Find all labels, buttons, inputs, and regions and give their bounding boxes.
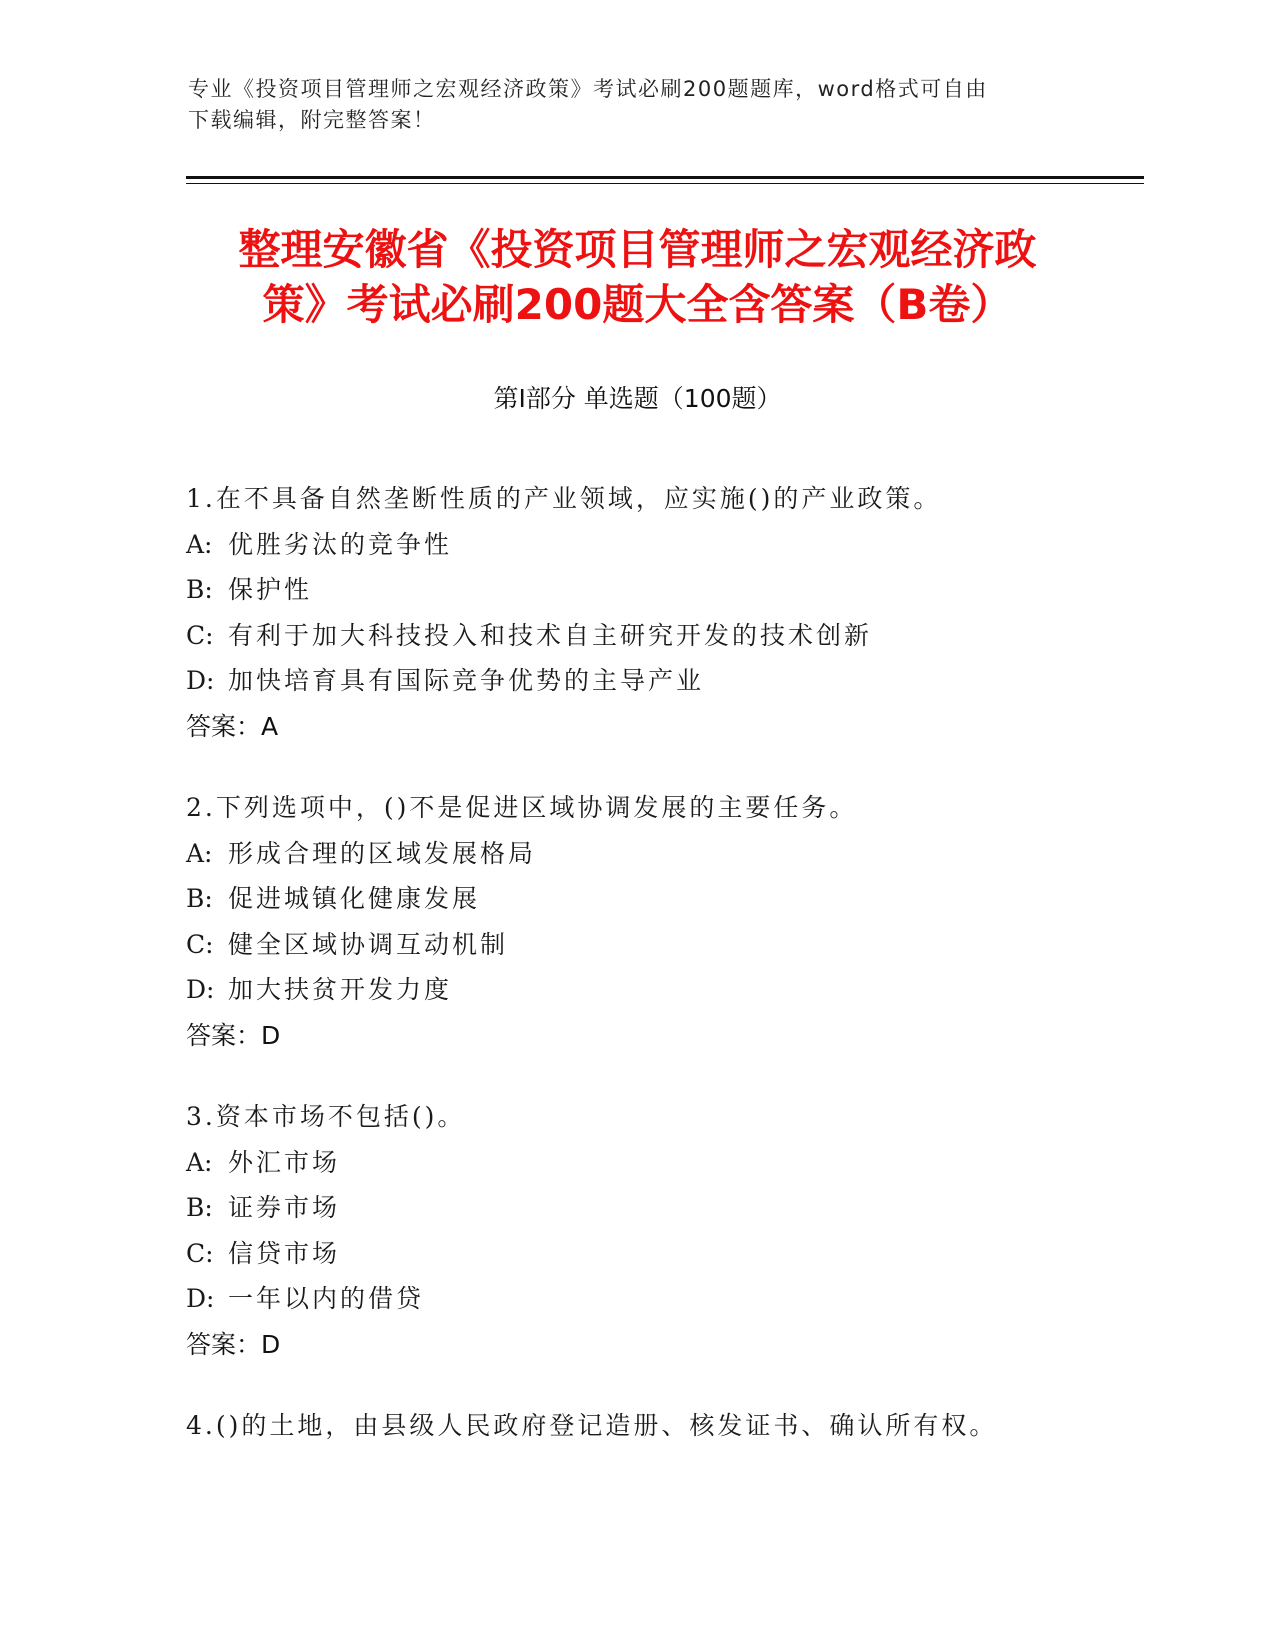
option-key: A:	[186, 529, 213, 559]
header-divider-thin	[186, 183, 1144, 184]
header-note	[188, 74, 1088, 136]
section-title: 第Ⅰ部分 单选题（100题）	[493, 384, 782, 413]
option-d	[186, 658, 1136, 704]
document-title-line: 整理安徽省《投资项目管理师之宏观经济政	[238, 225, 1037, 274]
option-text: 有利于加大科技投入和技术自主研究开发的技术创新	[228, 620, 873, 650]
question-stem: 2.下列选项中，()不是促进区域协调发展的主要任务。	[186, 793, 858, 822]
header-note-line: 下载编辑，附完整答案！	[188, 108, 436, 132]
option-key: C:	[186, 929, 214, 959]
question-item	[186, 785, 1136, 1058]
option-c	[186, 922, 1136, 968]
option-a	[186, 522, 1136, 568]
option-key: D:	[186, 666, 215, 695]
option-d	[186, 967, 1136, 1013]
option-key: C:	[186, 1238, 214, 1268]
question-stem: 1.在不具备自然垄断性质的产业领域，应实施()的产业政策。	[186, 484, 942, 513]
option-key: B:	[186, 575, 213, 604]
option-text: 加快培育具有国际竞争优势的主导产业	[228, 666, 705, 695]
header-divider-thick	[186, 176, 1144, 179]
option-text: 保护性	[228, 575, 313, 604]
option-text: 证券市场	[228, 1193, 341, 1222]
document-title-line: 策》考试必刷200题大全含答案（B卷）	[262, 280, 1013, 329]
option-key: B:	[186, 884, 213, 913]
option-text: 加大扶贫开发力度	[228, 975, 453, 1004]
question-stem: 4.()的土地，由县级人民政府登记造册、核发证书、确认所有权。	[186, 1411, 998, 1440]
option-key: A:	[186, 838, 213, 868]
answer-line: 答案：D	[186, 1020, 281, 1050]
option-key: D:	[186, 975, 215, 1004]
question-list	[186, 476, 1136, 1485]
option-key: D:	[186, 1284, 215, 1313]
option-text: 促进城镇化健康发展	[228, 884, 481, 913]
option-text: 信贷市场	[228, 1238, 341, 1268]
question-item	[186, 1094, 1136, 1367]
option-key: B:	[186, 1193, 213, 1222]
option-b	[186, 567, 1136, 613]
option-a	[186, 831, 1136, 877]
option-c	[186, 613, 1136, 659]
option-b	[186, 1185, 1136, 1231]
document-title	[150, 222, 1125, 332]
option-text: 一年以内的借贷	[228, 1284, 425, 1313]
option-key: C:	[186, 620, 214, 650]
option-text: 优胜劣汰的竞争性	[228, 529, 453, 559]
answer-line: 答案：A	[186, 711, 279, 741]
option-text: 形成合理的区域发展格局	[228, 838, 537, 868]
question-item	[186, 476, 1136, 749]
question-stem: 3.资本市场不包括()。	[186, 1102, 466, 1131]
option-a	[186, 1140, 1136, 1186]
option-d	[186, 1276, 1136, 1322]
option-text: 外汇市场	[228, 1147, 341, 1177]
header-note-line: 专业《投资项目管理师之宏观经济政策》考试必刷200题题库，word格式可自由	[188, 77, 988, 101]
option-key: A:	[186, 1147, 213, 1177]
option-text: 健全区域协调互动机制	[228, 929, 509, 959]
option-b	[186, 876, 1136, 922]
question-item	[186, 1403, 1136, 1449]
option-c	[186, 1231, 1136, 1277]
answer-line: 答案：D	[186, 1329, 281, 1359]
